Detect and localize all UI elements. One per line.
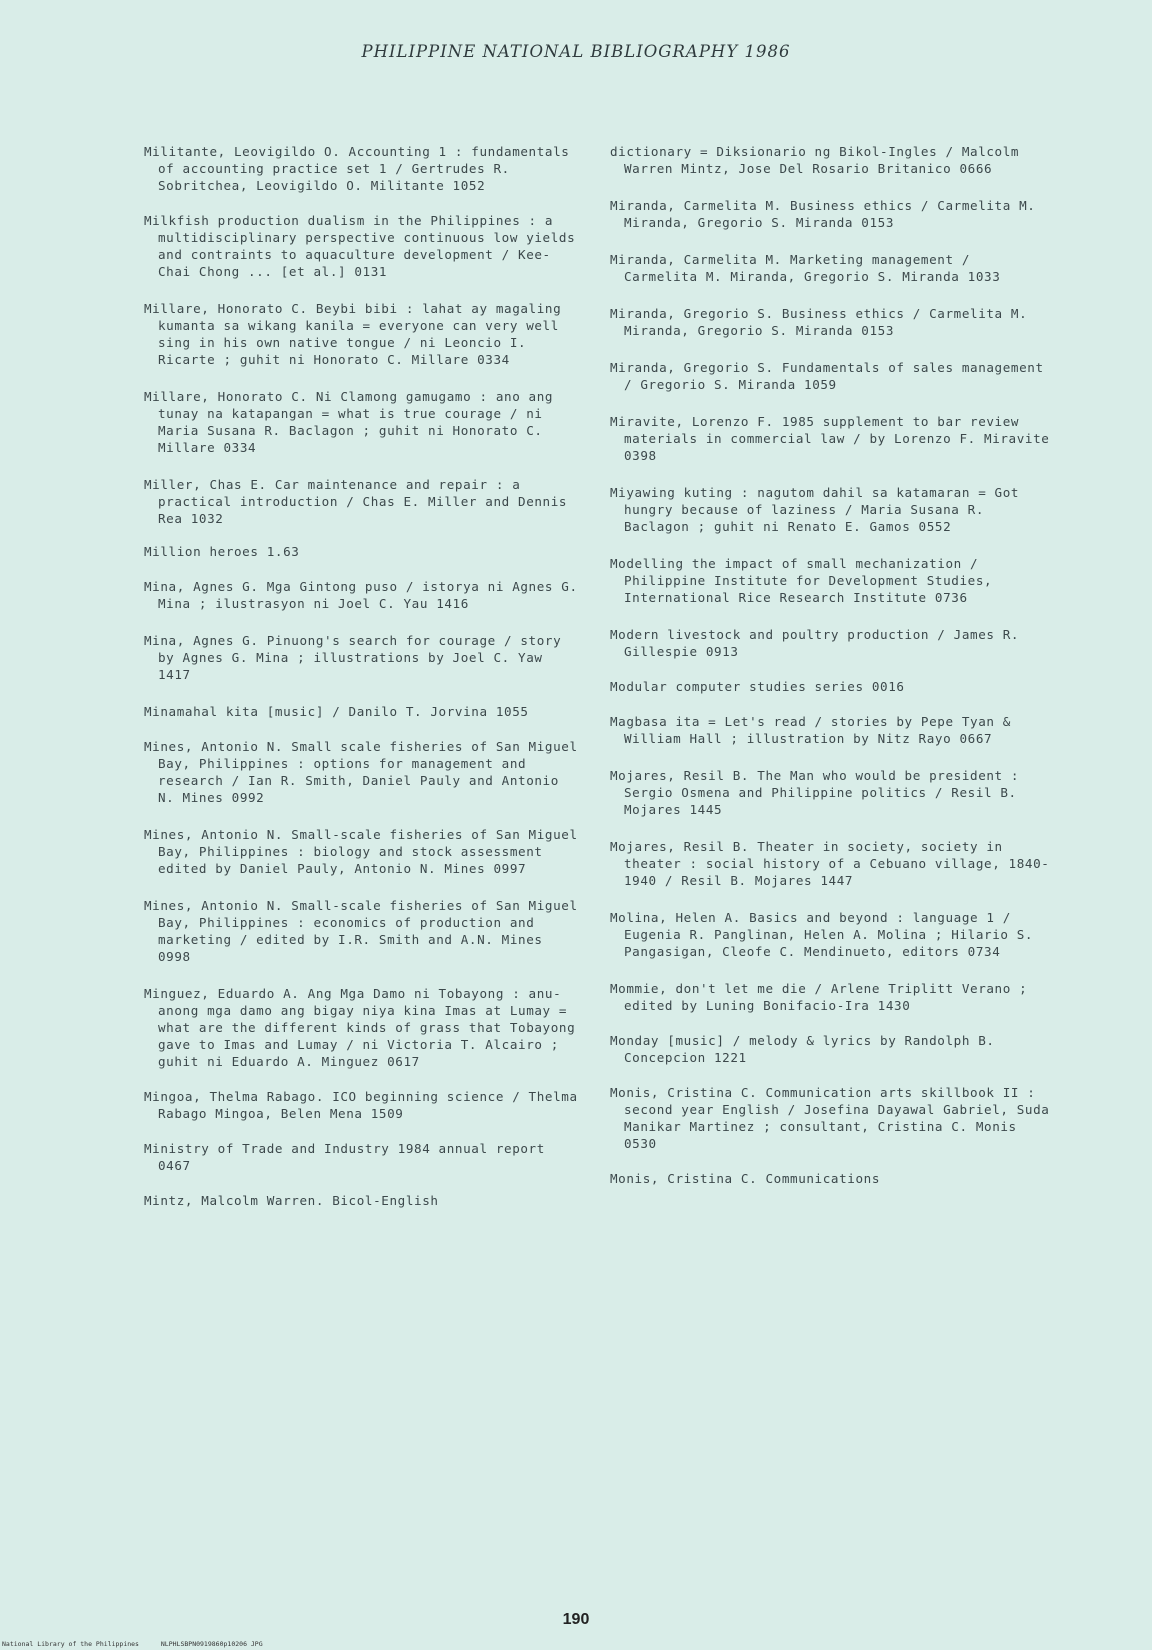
entry: dictionary = Diksionario ng Bikol-Ingles / Malcolm Warren Mintz, Jose Del Rosario Britanico 0666: [610, 144, 1020, 176]
entry: Monis, Cristina C. Communication arts skillbook II : second year English / Josefina Dayawal Gabriel, Suda Manikar Martinez ; consultant, Cristina C. Monis 0530: [610, 1085, 1050, 1151]
entry: Mines, Antonio N. Small scale fisheries of San Miguel Bay, Philippines : options for management and research / Ian R. Smith, Daniel Pauly and Antonio N. Mines 0992: [144, 739, 578, 805]
entry: Molina, Helen A. Basics and beyond : language 1 / Eugenia R. Panglinan, Helen A. Molina ; Hilario S. Pangasigan, Cleofe C. Mendinueto, editors 0734: [610, 910, 1034, 959]
entry: Mojares, Resil B. The Man who would be president : Sergio Osmena and Philippine politics / Resil B. Mojares 1445: [610, 768, 1020, 817]
scan-footer: [2, 1640, 281, 1648]
entry: Mommie, don't let me die / Arlene Triplitt Verano ; edited by Luning Bonifacio-Ira 1430: [610, 981, 1028, 1013]
entry: Mojares, Resil B. Theater in society, society in theater : social history of a Cebuano village, 1840-1940 / Resil B. Mojares 1447: [610, 839, 1050, 888]
entry: Miranda, Gregorio S. Business ethics / Carmelita M. Miranda, Gregorio S. Miranda 0153: [610, 306, 1028, 338]
footer-library: National Library of the Philippines: [2, 1640, 139, 1648]
footer-file: NLPHLSBPN0919860p10206 JPG: [160, 1640, 263, 1648]
entry: Miyawing kuting : nagutom dahil sa katamaran = Got hungry because of laziness / Maria Susana R. Baclagon ; guhit ni Renato E. Gamos 0552: [610, 485, 1020, 534]
entry: Militante, Leovigildo O. Accounting 1 : fundamentals of accounting practice set 1 / Gertrudes R. Sobritchea, Leovigildo O. Militante 1052: [144, 144, 570, 193]
entry: Millare, Honorato C. Ni Clamong gamugamo : ano ang tunay na katapangan = what is true courage / ni Maria Susana R. Baclagon ; guhit ni Honorato C. Millare 0334: [144, 389, 554, 455]
entry: Ministry of Trade and Industry 1984 annual report 0467: [144, 1141, 545, 1173]
entry: Minguez, Eduardo A. Ang Mga Damo ni Tobayong : anu-anong mga damo ang bigay niya kina Imas at Lumay = what are the different kinds of grass that Tobayong gave to Imas and Lumay / ni Victoria T. Alcairo ; guhit ni Eduardo A. Minguez 0617: [144, 986, 576, 1069]
page-header-title: PHILIPPINE NATIONAL BIBLIOGRAPHY 1986: [361, 42, 791, 61]
entry: Mina, Agnes G. Mga Gintong puso / istorya ni Agnes G. Mina ; ilustrasyon ni Joel C. Yau 1416: [144, 579, 578, 611]
entry: Modelling the impact of small mechanization / Philippine Institute for Development Studies, International Rice Research Institute 0736: [610, 556, 993, 605]
entry: Mintz, Malcolm Warren. Bicol-English: [144, 1193, 439, 1208]
entry: Mines, Antonio N. Small-scale fisheries of San Miguel Bay, Philippines : economics of production and marketing / edited by I.R. Smith and A.N. Mines 0998: [144, 898, 578, 964]
entry: Million heroes 1.63: [144, 544, 300, 559]
entry: Miravite, Lorenzo F. 1985 supplement to bar review materials in commercial law / by Lorenzo F. Miravite 0398: [610, 414, 1050, 463]
entry: Magbasa ita = Let's read / stories by Pepe Tyan & William Hall ; illustration by Nitz Rayo 0667: [610, 714, 1011, 746]
entry: Modular computer studies series 0016: [610, 679, 905, 694]
entry: Milkfish production dualism in the Philippines : a multidisciplinary perspective continuous low yields and contraints to aquaculture development / Kee-Chai Chong ... [et al.] 0131: [144, 213, 576, 279]
left-column: [144, 143, 582, 1209]
entry: Miranda, Carmelita M. Marketing management / Carmelita M. Miranda, Gregorio S. Miranda 1033: [610, 252, 1001, 284]
entry: Miller, Chas E. Car maintenance and repair : a practical introduction / Chas E. Miller and Dennis Rea 1032: [144, 477, 568, 526]
entry: Monday [music] / melody & lyrics by Randolph B. Concepcion 1221: [610, 1033, 995, 1065]
entry: Monis, Cristina C. Communications: [610, 1171, 881, 1186]
entry: Millare, Honorato C. Beybi bibi : lahat ay magaling kumanta sa wikang kanila = everyone can very well sing in his own native tongue / ni Leoncio I. Ricarte ; guhit ni Honorato C. Millare 0334: [144, 301, 562, 367]
entry: Mingoa, Thelma Rabago. ICO beginning science / Thelma Rabago Mingoa, Belen Mena 1509: [144, 1089, 578, 1121]
entry: Mines, Antonio N. Small-scale fisheries of San Miguel Bay, Philippines : biology and stock assessment edited by Daniel Pauly, Antonio N. Mines 0997: [144, 827, 578, 876]
entry: Miranda, Carmelita M. Business ethics / Carmelita M. Miranda, Gregorio S. Miranda 0153: [610, 198, 1036, 230]
entry: Miranda, Gregorio S. Fundamentals of sales management / Gregorio S. Miranda 1059: [610, 360, 1044, 392]
entry: Minamahal kita [music] / Danilo T. Jorvina 1055: [144, 704, 529, 719]
entry: Modern livestock and poultry production / James R. Gillespie 0913: [610, 627, 1020, 659]
entry: Mina, Agnes G. Pinuong's search for courage / story by Agnes G. Mina ; illustrations by Joel C. Yaw 1417: [144, 633, 562, 682]
page-number: 190: [562, 1611, 590, 1628]
right-column: [610, 143, 1050, 1187]
